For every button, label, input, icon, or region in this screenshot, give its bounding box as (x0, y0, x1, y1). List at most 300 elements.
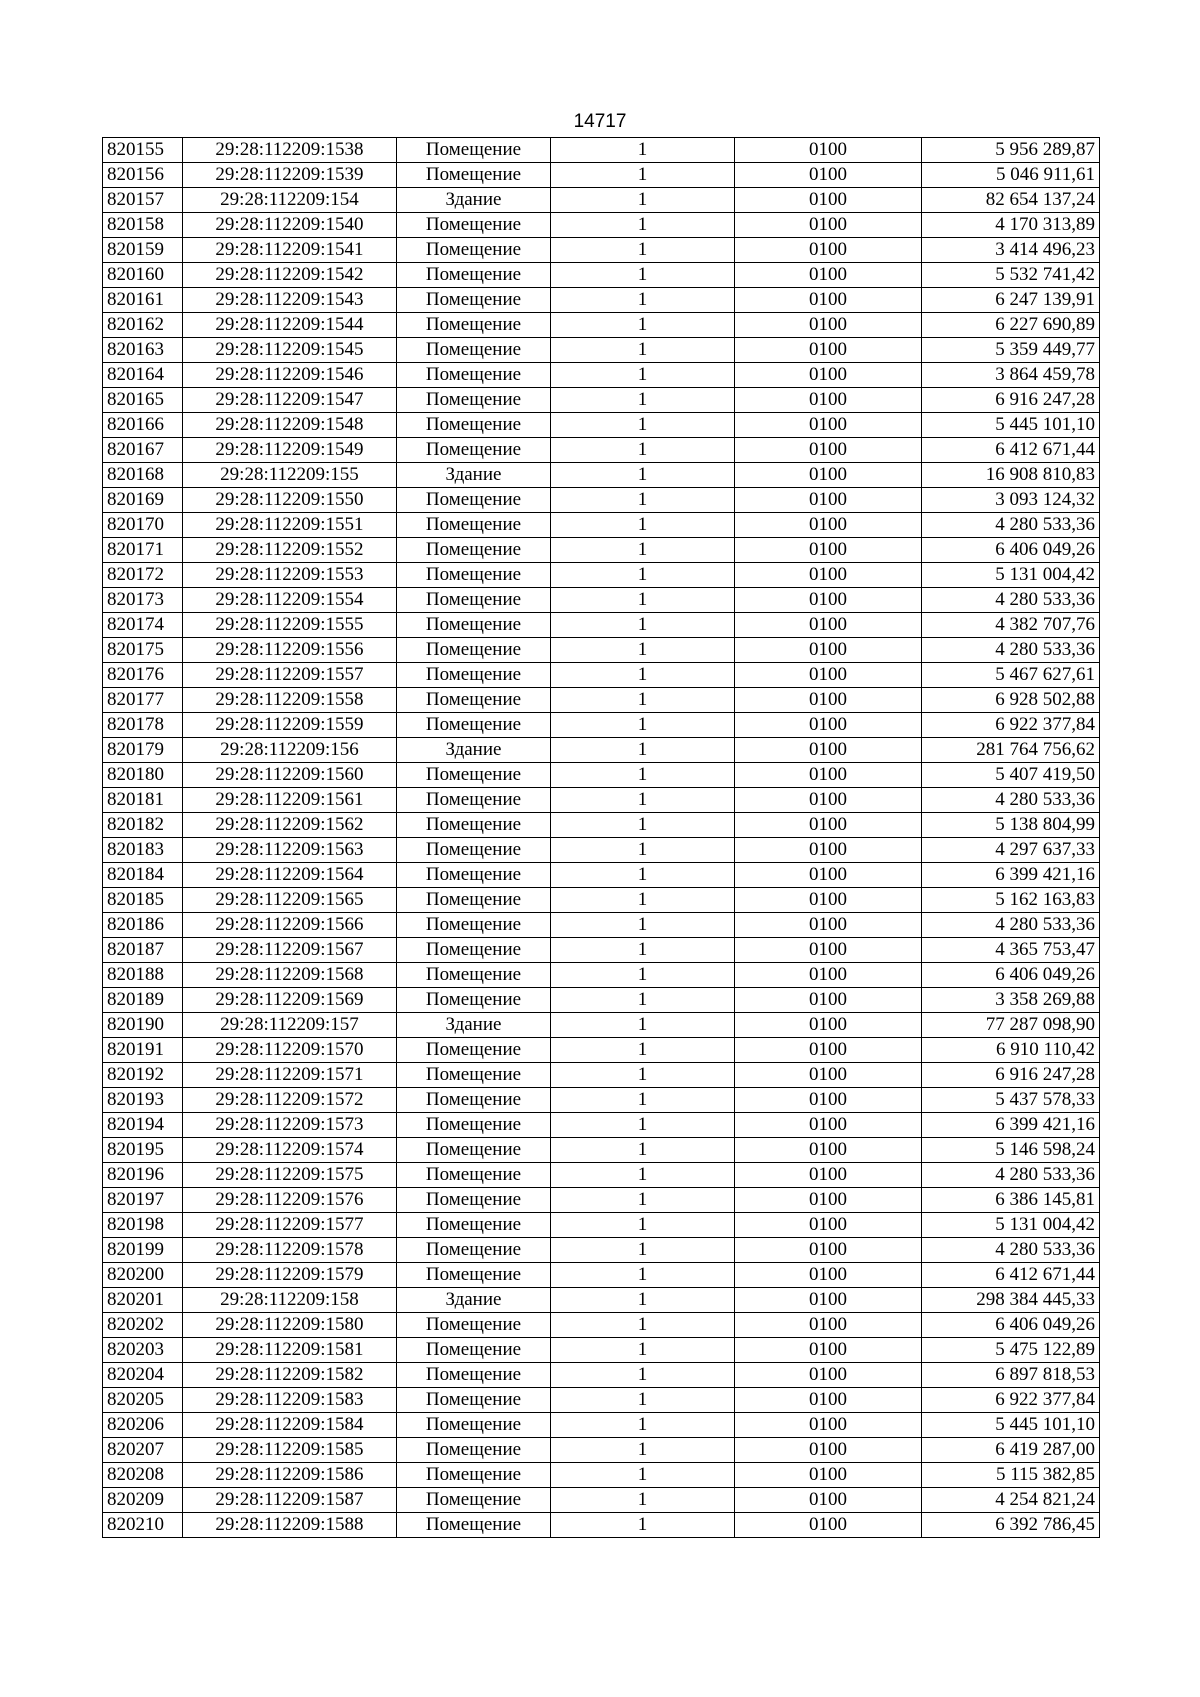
table-row (103, 863, 1100, 888)
cadastral-number-cell: 29:28:112209:1580 (183, 1313, 397, 1338)
object-type-cell: Помещение (397, 213, 551, 238)
table-row (103, 313, 1100, 338)
table-row (103, 688, 1100, 713)
row-number-cell: 820174 (103, 613, 183, 638)
object-type-cell: Помещение (397, 1138, 551, 1163)
cadastral-number-cell: 29:28:112209:154 (183, 188, 397, 213)
cadastral-value-cell: 5 532 741,42 (922, 263, 1100, 288)
cadastral-value-cell: 4 170 313,89 (922, 213, 1100, 238)
code-cell: 0100 (735, 788, 922, 813)
quantity-cell: 1 (551, 763, 735, 788)
row-number-cell: 820197 (103, 1188, 183, 1213)
code-cell: 0100 (735, 1113, 922, 1138)
cadastral-value-cell: 6 897 818,53 (922, 1363, 1100, 1388)
cadastral-number-cell: 29:28:112209:1559 (183, 713, 397, 738)
code-cell: 0100 (735, 313, 922, 338)
code-cell: 0100 (735, 163, 922, 188)
table-row (103, 613, 1100, 638)
quantity-cell: 1 (551, 888, 735, 913)
quantity-cell: 1 (551, 1088, 735, 1113)
table-row (103, 588, 1100, 613)
code-cell: 0100 (735, 488, 922, 513)
cadastral-value-cell: 77 287 098,90 (922, 1013, 1100, 1038)
cadastral-value-cell: 6 406 049,26 (922, 538, 1100, 563)
cadastral-number-cell: 29:28:112209:1571 (183, 1063, 397, 1088)
quantity-cell: 1 (551, 1238, 735, 1263)
object-type-cell: Помещение (397, 1188, 551, 1213)
object-type-cell: Помещение (397, 1088, 551, 1113)
quantity-cell: 1 (551, 563, 735, 588)
code-cell: 0100 (735, 1188, 922, 1213)
table-row (103, 1338, 1100, 1363)
code-cell: 0100 (735, 338, 922, 363)
row-number-cell: 820199 (103, 1238, 183, 1263)
cadastral-value-cell: 4 280 533,36 (922, 638, 1100, 663)
table-row (103, 988, 1100, 1013)
cadastral-number-cell: 29:28:112209:1545 (183, 338, 397, 363)
table-row (103, 438, 1100, 463)
quantity-cell: 1 (551, 388, 735, 413)
cadastral-value-cell: 6 399 421,16 (922, 863, 1100, 888)
quantity-cell: 1 (551, 988, 735, 1013)
row-number-cell: 820164 (103, 363, 183, 388)
row-number-cell: 820179 (103, 738, 183, 763)
object-type-cell: Помещение (397, 388, 551, 413)
table-row (103, 963, 1100, 988)
object-type-cell: Помещение (397, 238, 551, 263)
code-cell: 0100 (735, 638, 922, 663)
row-number-cell: 820188 (103, 963, 183, 988)
object-type-cell: Помещение (397, 888, 551, 913)
cadastral-value-cell: 6 916 247,28 (922, 1063, 1100, 1088)
table-row (103, 763, 1100, 788)
object-type-cell: Помещение (397, 838, 551, 863)
quantity-cell: 1 (551, 1188, 735, 1213)
object-type-cell: Здание (397, 463, 551, 488)
table-row (103, 263, 1100, 288)
cadastral-number-cell: 29:28:112209:1562 (183, 813, 397, 838)
object-type-cell: Помещение (397, 863, 551, 888)
table-row (103, 288, 1100, 313)
object-type-cell: Помещение (397, 1438, 551, 1463)
row-number-cell: 820171 (103, 538, 183, 563)
row-number-cell: 820208 (103, 1463, 183, 1488)
cadastral-number-cell: 29:28:112209:1561 (183, 788, 397, 813)
cadastral-number-cell: 29:28:112209:1581 (183, 1338, 397, 1363)
quantity-cell: 1 (551, 1513, 735, 1538)
row-number-cell: 820207 (103, 1438, 183, 1463)
object-type-cell: Помещение (397, 138, 551, 163)
object-type-cell: Помещение (397, 513, 551, 538)
object-type-cell: Помещение (397, 1163, 551, 1188)
object-type-cell: Помещение (397, 1238, 551, 1263)
quantity-cell: 1 (551, 363, 735, 388)
quantity-cell: 1 (551, 138, 735, 163)
object-type-cell: Помещение (397, 963, 551, 988)
table-row (103, 338, 1100, 363)
object-type-cell: Помещение (397, 1213, 551, 1238)
code-cell: 0100 (735, 213, 922, 238)
row-number-cell: 820191 (103, 1038, 183, 1063)
object-type-cell: Здание (397, 1288, 551, 1313)
quantity-cell: 1 (551, 688, 735, 713)
quantity-cell: 1 (551, 788, 735, 813)
quantity-cell: 1 (551, 1038, 735, 1063)
cadastral-value-cell: 4 382 707,76 (922, 613, 1100, 638)
table-row (103, 163, 1100, 188)
quantity-cell: 1 (551, 1438, 735, 1463)
quantity-cell: 1 (551, 238, 735, 263)
cadastral-value-cell: 6 247 139,91 (922, 288, 1100, 313)
table-row (103, 938, 1100, 963)
quantity-cell: 1 (551, 338, 735, 363)
cadastral-value-cell: 6 386 145,81 (922, 1188, 1100, 1213)
code-cell: 0100 (735, 1013, 922, 1038)
cadastral-number-cell: 29:28:112209:156 (183, 738, 397, 763)
row-number-cell: 820159 (103, 238, 183, 263)
quantity-cell: 1 (551, 938, 735, 963)
object-type-cell: Здание (397, 738, 551, 763)
table-row (103, 413, 1100, 438)
cadastral-number-cell: 29:28:112209:1556 (183, 638, 397, 663)
cadastral-value-cell: 5 115 382,85 (922, 1463, 1100, 1488)
cadastral-value-cell: 5 359 449,77 (922, 338, 1100, 363)
row-number-cell: 820168 (103, 463, 183, 488)
table-row (103, 388, 1100, 413)
quantity-cell: 1 (551, 588, 735, 613)
quantity-cell: 1 (551, 463, 735, 488)
row-number-cell: 820196 (103, 1163, 183, 1188)
object-type-cell: Помещение (397, 1363, 551, 1388)
cadastral-value-cell: 5 475 122,89 (922, 1338, 1100, 1363)
cadastral-number-cell: 29:28:112209:1554 (183, 588, 397, 613)
cadastral-value-cell: 6 910 110,42 (922, 1038, 1100, 1063)
object-type-cell: Помещение (397, 788, 551, 813)
code-cell: 0100 (735, 288, 922, 313)
object-type-cell: Помещение (397, 1038, 551, 1063)
object-type-cell: Помещение (397, 563, 551, 588)
cadastral-number-cell: 29:28:112209:1552 (183, 538, 397, 563)
cadastral-value-cell: 5 437 578,33 (922, 1088, 1100, 1113)
cadastral-value-cell: 4 280 533,36 (922, 1163, 1100, 1188)
cadastral-number-cell: 29:28:112209:1568 (183, 963, 397, 988)
cadastral-number-cell: 29:28:112209:155 (183, 463, 397, 488)
cadastral-number-cell: 29:28:112209:1574 (183, 1138, 397, 1163)
object-type-cell: Помещение (397, 313, 551, 338)
cadastral-value-cell: 4 280 533,36 (922, 913, 1100, 938)
cadastral-value-cell: 4 254 821,24 (922, 1488, 1100, 1513)
code-cell: 0100 (735, 538, 922, 563)
code-cell: 0100 (735, 738, 922, 763)
object-type-cell: Помещение (397, 1263, 551, 1288)
row-number-cell: 820184 (103, 863, 183, 888)
cadastral-number-cell: 29:28:112209:1569 (183, 988, 397, 1013)
quantity-cell: 1 (551, 263, 735, 288)
quantity-cell: 1 (551, 313, 735, 338)
code-cell: 0100 (735, 1213, 922, 1238)
row-number-cell: 820183 (103, 838, 183, 863)
cadastral-value-cell: 5 445 101,10 (922, 1413, 1100, 1438)
row-number-cell: 820195 (103, 1138, 183, 1163)
code-cell: 0100 (735, 1388, 922, 1413)
quantity-cell: 1 (551, 213, 735, 238)
quantity-cell: 1 (551, 163, 735, 188)
cadastral-number-cell: 29:28:112209:1551 (183, 513, 397, 538)
cadastral-number-cell: 29:28:112209:1583 (183, 1388, 397, 1413)
quantity-cell: 1 (551, 538, 735, 563)
row-number-cell: 820173 (103, 588, 183, 613)
table-row (103, 363, 1100, 388)
quantity-cell: 1 (551, 1338, 735, 1363)
quantity-cell: 1 (551, 413, 735, 438)
cadastral-number-cell: 29:28:112209:1582 (183, 1363, 397, 1388)
cadastral-value-cell: 16 908 810,83 (922, 463, 1100, 488)
row-number-cell: 820185 (103, 888, 183, 913)
table-row (103, 1013, 1100, 1038)
cadastral-value-cell: 6 928 502,88 (922, 688, 1100, 713)
code-cell: 0100 (735, 1063, 922, 1088)
code-cell: 0100 (735, 613, 922, 638)
table-row (103, 1163, 1100, 1188)
cadastral-value-cell: 4 280 533,36 (922, 513, 1100, 538)
table-row (103, 238, 1100, 263)
code-cell: 0100 (735, 838, 922, 863)
row-number-cell: 820210 (103, 1513, 183, 1538)
cadastral-value-cell: 6 922 377,84 (922, 1388, 1100, 1413)
cadastral-number-cell: 29:28:112209:1578 (183, 1238, 397, 1263)
cadastral-number-cell: 29:28:112209:1573 (183, 1113, 397, 1138)
cadastral-value-cell: 5 131 004,42 (922, 1213, 1100, 1238)
quantity-cell: 1 (551, 838, 735, 863)
row-number-cell: 820204 (103, 1363, 183, 1388)
row-number-cell: 820178 (103, 713, 183, 738)
cadastral-value-cell: 5 162 163,83 (922, 888, 1100, 913)
quantity-cell: 1 (551, 738, 735, 763)
code-cell: 0100 (735, 438, 922, 463)
object-type-cell: Помещение (397, 1488, 551, 1513)
quantity-cell: 1 (551, 638, 735, 663)
cadastral-value-cell: 4 280 533,36 (922, 588, 1100, 613)
row-number-cell: 820203 (103, 1338, 183, 1363)
row-number-cell: 820202 (103, 1313, 183, 1338)
quantity-cell: 1 (551, 513, 735, 538)
cadastral-number-cell: 29:28:112209:1541 (183, 238, 397, 263)
cadastral-number-cell: 29:28:112209:1586 (183, 1463, 397, 1488)
object-type-cell: Помещение (397, 1413, 551, 1438)
quantity-cell: 1 (551, 288, 735, 313)
cadastral-number-cell: 29:28:112209:1567 (183, 938, 397, 963)
code-cell: 0100 (735, 863, 922, 888)
code-cell: 0100 (735, 663, 922, 688)
table-row (103, 488, 1100, 513)
row-number-cell: 820156 (103, 163, 183, 188)
cadastral-value-cell: 4 280 533,36 (922, 788, 1100, 813)
cadastral-number-cell: 29:28:112209:1542 (183, 263, 397, 288)
cadastral-number-cell: 29:28:112209:1588 (183, 1513, 397, 1538)
code-cell: 0100 (735, 188, 922, 213)
quantity-cell: 1 (551, 1063, 735, 1088)
table-row (103, 1138, 1100, 1163)
row-number-cell: 820161 (103, 288, 183, 313)
table-row (103, 1488, 1100, 1513)
code-cell: 0100 (735, 238, 922, 263)
object-type-cell: Помещение (397, 538, 551, 563)
quantity-cell: 1 (551, 1163, 735, 1188)
cadastral-number-cell: 29:28:112209:1587 (183, 1488, 397, 1513)
code-cell: 0100 (735, 813, 922, 838)
code-cell: 0100 (735, 1238, 922, 1263)
table-row (103, 1263, 1100, 1288)
object-type-cell: Помещение (397, 1338, 551, 1363)
quantity-cell: 1 (551, 1138, 735, 1163)
object-type-cell: Помещение (397, 988, 551, 1013)
table-row (103, 638, 1100, 663)
cadastral-value-cell: 6 392 786,45 (922, 1513, 1100, 1538)
table-row (103, 463, 1100, 488)
cadastral-value-cell: 6 922 377,84 (922, 713, 1100, 738)
table-row (103, 213, 1100, 238)
table-row (103, 1288, 1100, 1313)
table-row (103, 563, 1100, 588)
quantity-cell: 1 (551, 1413, 735, 1438)
cadastral-number-cell: 29:28:112209:1584 (183, 1413, 397, 1438)
object-type-cell: Помещение (397, 288, 551, 313)
quantity-cell: 1 (551, 1388, 735, 1413)
row-number-cell: 820175 (103, 638, 183, 663)
cadastral-value-cell: 5 046 911,61 (922, 163, 1100, 188)
row-number-cell: 820176 (103, 663, 183, 688)
cadastral-value-cell: 3 414 496,23 (922, 238, 1100, 263)
object-type-cell: Помещение (397, 1463, 551, 1488)
row-number-cell: 820172 (103, 563, 183, 588)
row-number-cell: 820177 (103, 688, 183, 713)
cadastral-value-cell: 4 280 533,36 (922, 1238, 1100, 1263)
object-type-cell: Помещение (397, 713, 551, 738)
registry-table-body (103, 138, 1100, 1538)
cadastral-value-cell: 5 407 419,50 (922, 763, 1100, 788)
cadastral-number-cell: 29:28:112209:1585 (183, 1438, 397, 1463)
cadastral-value-cell: 298 384 445,33 (922, 1288, 1100, 1313)
row-number-cell: 820198 (103, 1213, 183, 1238)
row-number-cell: 820192 (103, 1063, 183, 1088)
cadastral-number-cell: 29:28:112209:1544 (183, 313, 397, 338)
table-row (103, 713, 1100, 738)
object-type-cell: Помещение (397, 263, 551, 288)
cadastral-number-cell: 29:28:112209:1577 (183, 1213, 397, 1238)
row-number-cell: 820167 (103, 438, 183, 463)
code-cell: 0100 (735, 1363, 922, 1388)
table-row (103, 1438, 1100, 1463)
quantity-cell: 1 (551, 963, 735, 988)
table-row (103, 1363, 1100, 1388)
object-type-cell: Помещение (397, 688, 551, 713)
code-cell: 0100 (735, 1088, 922, 1113)
code-cell: 0100 (735, 888, 922, 913)
table-row (103, 1088, 1100, 1113)
code-cell: 0100 (735, 1488, 922, 1513)
object-type-cell: Помещение (397, 1388, 551, 1413)
cadastral-value-cell: 6 916 247,28 (922, 388, 1100, 413)
code-cell: 0100 (735, 763, 922, 788)
object-type-cell: Помещение (397, 413, 551, 438)
row-number-cell: 820169 (103, 488, 183, 513)
table-row (103, 838, 1100, 863)
code-cell: 0100 (735, 363, 922, 388)
code-cell: 0100 (735, 463, 922, 488)
row-number-cell: 820194 (103, 1113, 183, 1138)
object-type-cell: Помещение (397, 913, 551, 938)
cadastral-number-cell: 29:28:112209:1566 (183, 913, 397, 938)
row-number-cell: 820180 (103, 763, 183, 788)
object-type-cell: Помещение (397, 588, 551, 613)
object-type-cell: Помещение (397, 663, 551, 688)
quantity-cell: 1 (551, 1213, 735, 1238)
cadastral-value-cell: 5 138 804,99 (922, 813, 1100, 838)
code-cell: 0100 (735, 913, 922, 938)
object-type-cell: Помещение (397, 363, 551, 388)
cadastral-number-cell: 29:28:112209:1555 (183, 613, 397, 638)
object-type-cell: Здание (397, 188, 551, 213)
cadastral-value-cell: 6 227 690,89 (922, 313, 1100, 338)
code-cell: 0100 (735, 138, 922, 163)
code-cell: 0100 (735, 688, 922, 713)
quantity-cell: 1 (551, 488, 735, 513)
cadastral-number-cell: 29:28:112209:1546 (183, 363, 397, 388)
quantity-cell: 1 (551, 1363, 735, 1388)
cadastral-value-cell: 6 412 671,44 (922, 1263, 1100, 1288)
cadastral-number-cell: 29:28:112209:1548 (183, 413, 397, 438)
cadastral-value-cell: 281 764 756,62 (922, 738, 1100, 763)
table-row (103, 1188, 1100, 1213)
cadastral-value-cell: 5 131 004,42 (922, 563, 1100, 588)
table-row (103, 1313, 1100, 1338)
table-row (103, 888, 1100, 913)
cadastral-number-cell: 29:28:112209:1538 (183, 138, 397, 163)
object-type-cell: Помещение (397, 438, 551, 463)
cadastral-number-cell: 29:28:112209:1558 (183, 688, 397, 713)
quantity-cell: 1 (551, 188, 735, 213)
table-row (103, 188, 1100, 213)
cadastral-number-cell: 29:28:112209:1540 (183, 213, 397, 238)
cadastral-number-cell: 29:28:112209:1553 (183, 563, 397, 588)
code-cell: 0100 (735, 1163, 922, 1188)
object-type-cell: Помещение (397, 1313, 551, 1338)
quantity-cell: 1 (551, 1263, 735, 1288)
cadastral-value-cell: 4 297 637,33 (922, 838, 1100, 863)
object-type-cell: Помещение (397, 613, 551, 638)
table-row (103, 1213, 1100, 1238)
object-type-cell: Помещение (397, 163, 551, 188)
cadastral-number-cell: 29:28:112209:1547 (183, 388, 397, 413)
cadastral-number-cell: 29:28:112209:1570 (183, 1038, 397, 1063)
code-cell: 0100 (735, 388, 922, 413)
code-cell: 0100 (735, 1463, 922, 1488)
object-type-cell: Помещение (397, 1063, 551, 1088)
table-row (103, 1063, 1100, 1088)
cadastral-value-cell: 5 956 289,87 (922, 138, 1100, 163)
cadastral-number-cell: 29:28:112209:1575 (183, 1163, 397, 1188)
row-number-cell: 820186 (103, 913, 183, 938)
cadastral-number-cell: 29:28:112209:1572 (183, 1088, 397, 1113)
quantity-cell: 1 (551, 1113, 735, 1138)
table-row (103, 913, 1100, 938)
row-number-cell: 820189 (103, 988, 183, 1013)
table-row (103, 738, 1100, 763)
table-row (103, 1113, 1100, 1138)
table-row (103, 1388, 1100, 1413)
row-number-cell: 820206 (103, 1413, 183, 1438)
table-row (103, 813, 1100, 838)
